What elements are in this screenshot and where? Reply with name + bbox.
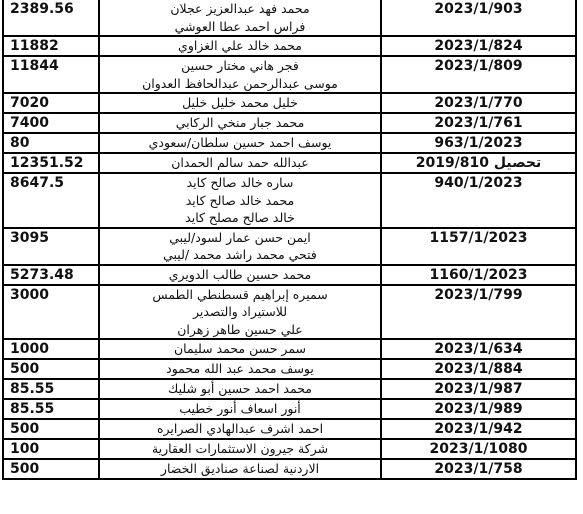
names-cell (99, 399, 381, 419)
amount-cell: 11882 (3, 36, 99, 56)
amount-cell: 100 (3, 439, 99, 459)
names-cell (99, 359, 381, 379)
name-line: محمد خالد صالح كايد (185, 192, 295, 208)
reference-number: 1160/1/2023 (429, 266, 528, 283)
table-row (3, 439, 576, 459)
name-line: فجر هاني مختار حسين (181, 58, 299, 73)
name-line: محمد حسين طالب الدويري (168, 266, 312, 282)
reference-number: 963/1/2023 (434, 135, 523, 151)
reference-number: 2023/1/824 (434, 38, 523, 54)
name-line: فتحي محمد راشد محمد /ليبي (163, 247, 317, 262)
amount-cell: 500 (3, 419, 99, 439)
table-row (3, 379, 576, 399)
names-cell (99, 439, 381, 459)
name-line: سمر حسن محمد سليمان (173, 341, 307, 356)
reference-number: 2019/810 تحصيل (415, 155, 542, 171)
reference-number: 1157/1/2023 (429, 229, 528, 246)
name-line: فراس احمد عطا العوشي (174, 18, 306, 34)
amount-cell: 80 (3, 133, 99, 153)
table-body (3, 0, 576, 479)
name-line: ايمن حسن عمار لسود/ليبي (169, 229, 311, 245)
table-row (3, 459, 576, 479)
reference-number: 2023/1/884 (434, 361, 523, 377)
amount-cell: 7020 (3, 93, 99, 113)
table-row (3, 153, 576, 173)
table-row (3, 93, 576, 113)
name-line: يوسف محمد عبد الله محمود (166, 361, 314, 376)
reference-cell (381, 0, 576, 36)
table-row (3, 359, 576, 379)
amount-cell: 8647.5 (3, 173, 99, 228)
table-row (3, 399, 576, 419)
reference-cell (381, 113, 576, 133)
names-cell (99, 285, 381, 340)
amount-cell: 5273.48 (3, 265, 99, 285)
reference-number: 2023/1/989 (434, 401, 523, 417)
reference-cell (381, 56, 576, 93)
name-line: شركة جيرون الاستثمارات العقارية (151, 441, 329, 456)
amount-cell: 85.55 (3, 379, 99, 399)
reference-number: 2023/1/799 (434, 286, 523, 303)
table-row (3, 133, 576, 153)
amount-cell: 3000 (3, 285, 99, 340)
name-line: خليل محمد خليل خليل (182, 95, 298, 110)
reference-cell (381, 439, 576, 459)
name-line: خالد صالح مصلح كايد (185, 210, 295, 225)
reference-cell (381, 36, 576, 56)
amount-cell: 3095 (3, 228, 99, 265)
creditors-table (2, 0, 577, 480)
reference-number: 2023/1/1080 (429, 441, 528, 457)
names-cell (99, 93, 381, 113)
name-line: محمد احمد حسين أبو شليك (168, 381, 312, 396)
table-row (3, 265, 576, 285)
names-cell (99, 36, 381, 56)
name-line: أنور اسعاف أنور خطيب (179, 401, 301, 416)
amount-cell: 2389.56 (3, 0, 99, 36)
names-cell (99, 419, 381, 439)
reference-number: 2023/1/809 (434, 58, 523, 74)
reference-number: 2023/1/634 (434, 341, 523, 357)
reference-cell (381, 173, 576, 228)
reference-cell (381, 379, 576, 399)
table-row (3, 36, 576, 56)
table-row (3, 113, 576, 133)
name-line: سميره إبراهيم قسطنطي الطمس (152, 286, 328, 302)
names-cell (99, 173, 381, 228)
reference-cell (381, 93, 576, 113)
reference-cell (381, 339, 576, 359)
reference-cell (381, 228, 576, 265)
reference-cell (381, 285, 576, 340)
reference-number: 940/1/2023 (434, 175, 523, 191)
name-line: علي حسين طاهر زهران (177, 321, 303, 337)
name-line: الاردنية لصناعة صناديق الخضار (160, 461, 320, 476)
name-line: محمد فهد عبدالعزيز عجلان (170, 1, 310, 16)
table-row (3, 56, 576, 93)
name-line: يوسف احمد حسين سلطان/سعودي (148, 135, 332, 150)
names-cell (99, 459, 381, 479)
reference-cell (381, 133, 576, 153)
reference-number: 2023/1/942 (434, 421, 523, 437)
names-cell (99, 56, 381, 93)
amount-cell: 7400 (3, 113, 99, 133)
names-cell (99, 379, 381, 399)
table-row (3, 0, 576, 36)
reference-number: 2023/1/758 (434, 461, 523, 477)
reference-cell (381, 419, 576, 439)
reference-cell (381, 459, 576, 479)
reference-number: 2023/1/903 (434, 1, 523, 17)
table-row (3, 285, 576, 340)
reference-cell (381, 265, 576, 285)
reference-cell (381, 153, 576, 173)
amount-cell: 85.55 (3, 399, 99, 419)
amount-cell: 12351.52 (3, 153, 99, 173)
name-line: احمد اشرف عبدالهادي الصرايره (156, 421, 324, 436)
name-line: عبدالله حمد سالم الحمدان (171, 155, 309, 170)
name-line: محمد خالد علي الغزاوي (178, 38, 302, 53)
reference-number: 2023/1/987 (434, 381, 523, 397)
table-row (3, 173, 576, 228)
name-line: ساره خالد صالح كايد (186, 175, 294, 190)
names-cell (99, 339, 381, 359)
reference-cell (381, 359, 576, 379)
names-cell (99, 265, 381, 285)
reference-number: 2023/1/770 (434, 95, 523, 111)
table-row (3, 339, 576, 359)
table-row (3, 228, 576, 265)
names-cell (99, 228, 381, 265)
reference-cell (381, 399, 576, 419)
amount-cell: 1000 (3, 339, 99, 359)
amount-cell: 11844 (3, 56, 99, 93)
names-cell (99, 0, 381, 36)
names-cell (99, 153, 381, 173)
name-line: محمد جبار منخي الركابي (175, 115, 305, 130)
name-line: موسى عبدالرحمن عبدالحافظ العدوان (142, 75, 338, 91)
table-row (3, 419, 576, 439)
reference-number: 2023/1/761 (434, 115, 523, 131)
name-line: للاستيراد والتصدير (192, 304, 288, 319)
names-cell (99, 133, 381, 153)
amount-cell: 500 (3, 459, 99, 479)
amount-cell: 500 (3, 359, 99, 379)
names-cell (99, 113, 381, 133)
